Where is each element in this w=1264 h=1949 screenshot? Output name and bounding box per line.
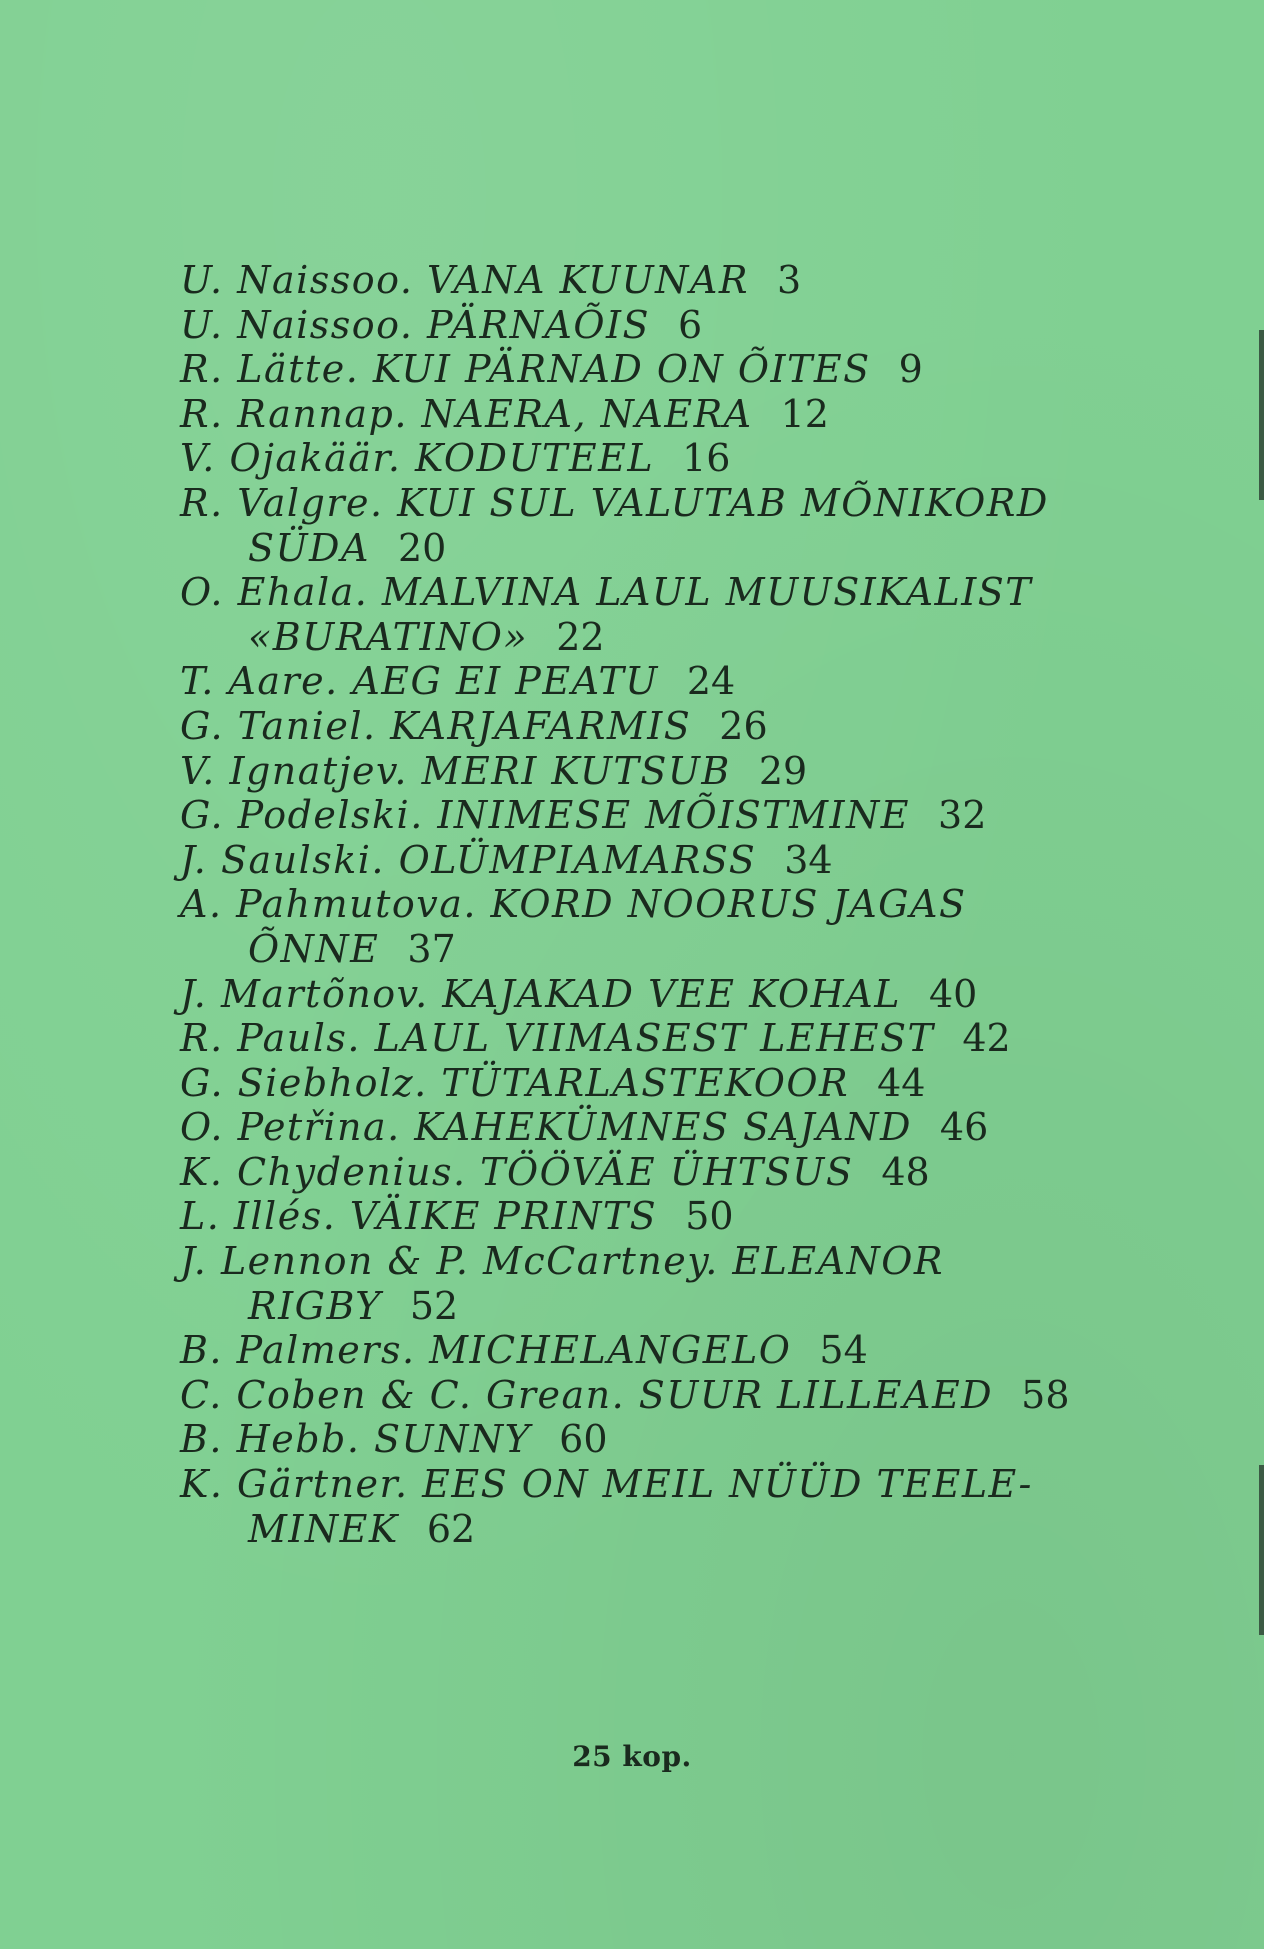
toc-entry-text: MINEK <box>248 1506 399 1551</box>
toc-entry-text: B. Palmers. MICHELANGELO <box>180 1328 792 1373</box>
page-edge-mark <box>1259 1465 1264 1635</box>
toc-entry-text: A. Pahmutova. KORD NOORUS JAGAS <box>180 882 967 927</box>
toc-page-number: 54 <box>819 1328 868 1373</box>
toc-entry <box>180 1061 1180 1106</box>
toc-entry-title <box>180 1061 1180 1106</box>
toc-entry-title <box>180 838 1180 883</box>
toc-entry-title <box>180 1105 1180 1150</box>
toc-entry-text: G. Taniel. KARJAFARMIS <box>180 703 692 748</box>
toc-entry <box>180 303 1180 348</box>
toc-page-number: 48 <box>881 1149 930 1194</box>
toc-entry <box>180 570 1180 659</box>
toc-entry-text: V. Ojakäär. KODUTEEL <box>180 436 655 481</box>
toc-page-number: 58 <box>1021 1372 1070 1417</box>
toc-page-number: 37 <box>407 926 456 971</box>
toc-entry-title <box>180 749 1180 794</box>
toc-entry-title-continued <box>180 1284 1180 1329</box>
toc-entry <box>180 838 1180 883</box>
toc-entry-title-continued <box>180 526 1180 571</box>
toc-entry <box>180 1105 1180 1150</box>
toc-entry <box>180 659 1180 704</box>
toc-page-number: 22 <box>556 614 605 659</box>
toc-page-number: 32 <box>938 793 987 838</box>
toc-entry-text: R. Lätte. KUI PÄRNAD ON ÕITES <box>180 347 871 392</box>
toc-entry <box>180 1417 1180 1462</box>
page-edge-mark <box>1259 330 1264 500</box>
toc-entry-title <box>180 1328 1180 1373</box>
toc-entry <box>180 1239 1180 1328</box>
toc-entry <box>180 749 1180 794</box>
toc-entry-title-continued <box>180 927 1180 972</box>
toc-entry-text: G. Siebholz. TÜTARLASTEKOOR <box>180 1060 850 1105</box>
toc-entry <box>180 1016 1180 1061</box>
toc-entry-title <box>180 347 1180 392</box>
toc-entry-title-continued <box>180 1507 1180 1552</box>
toc-entry <box>180 704 1180 749</box>
toc-entry <box>180 1462 1180 1551</box>
toc-entry-title <box>180 1016 1180 1061</box>
toc-entry-title <box>180 303 1180 348</box>
toc-page-number: 52 <box>409 1283 459 1328</box>
toc-entry-text: J. Martõnov. KAJAKAD VEE KOHAL <box>180 971 901 1016</box>
price-label: 25 kop. <box>572 1740 692 1773</box>
toc-entry-title <box>180 972 1180 1017</box>
toc-page-number: 6 <box>678 302 703 347</box>
table-of-contents <box>180 258 1180 1551</box>
toc-entry-title <box>180 1373 1180 1418</box>
toc-entry-title <box>180 793 1180 838</box>
toc-entry-text: K. Gärtner. EES ON MEIL NÜÜD TEELE- <box>180 1462 1033 1507</box>
toc-entry <box>180 882 1180 971</box>
toc-entry-title <box>180 570 1180 615</box>
toc-page-number: 44 <box>877 1060 926 1105</box>
toc-entry-title <box>180 1239 1180 1284</box>
toc-entry-title <box>180 392 1180 437</box>
toc-entry-title <box>180 659 1180 704</box>
toc-entry-text: V. Ignatjev. MERI KUTSUB <box>180 748 731 793</box>
toc-entry-text: O. Ehala. MALVINA LAUL MUUSIKALIST <box>180 570 1033 615</box>
toc-entry-text: «BURATINO» <box>248 614 529 659</box>
toc-page-number: 34 <box>784 837 833 882</box>
toc-entry <box>180 481 1180 570</box>
toc-entry-text: C. Coben & C. Grean. SUUR LILLEAED <box>180 1372 994 1417</box>
toc-entry-title <box>180 1150 1180 1195</box>
toc-entry-title <box>180 704 1180 749</box>
toc-entry-text: ÕNNE <box>248 926 380 971</box>
toc-entry-text: R. Valgre. KUI SUL VALUTAB MÕNIKORD <box>180 480 1049 525</box>
toc-entry-text: J. Lennon & P. McCartney. ELEANOR <box>180 1239 945 1284</box>
toc-entry <box>180 347 1180 392</box>
toc-page-number: 3 <box>776 258 802 302</box>
toc-entry-text: B. Hebb. SUNNY <box>180 1417 532 1462</box>
toc-entry <box>180 436 1180 481</box>
toc-entry-text: SÜDA <box>248 525 370 570</box>
toc-page-number: 12 <box>780 391 829 436</box>
toc-entry-title <box>180 481 1180 526</box>
toc-entry-text: R. Pauls. LAUL VIIMASEST LEHEST <box>180 1016 935 1061</box>
toc-entry-text: K. Chydenius. TÖÖVÄE ÜHTSUS <box>180 1149 854 1194</box>
toc-entry-title <box>180 1417 1180 1462</box>
toc-entry-title <box>180 882 1180 927</box>
toc-entry-title <box>180 1194 1180 1239</box>
toc-page-number: 16 <box>682 436 731 481</box>
toc-page-number: 46 <box>939 1105 989 1150</box>
toc-page-number: 20 <box>397 525 447 570</box>
toc-page-number: 50 <box>685 1194 734 1239</box>
toc-entry-text: J. Saulski. OLÜMPIAMARSS <box>180 837 757 882</box>
toc-entry <box>180 793 1180 838</box>
toc-entry <box>180 972 1180 1017</box>
toc-page-number: 9 <box>898 347 923 392</box>
toc-entry-text: RIGBY <box>248 1283 382 1328</box>
toc-entry-text: L. Illés. VÄIKE PRINTS <box>180 1194 658 1239</box>
toc-page-number: 62 <box>426 1506 476 1551</box>
toc-entry <box>180 392 1180 437</box>
toc-page-number: 26 <box>719 703 768 748</box>
toc-entry-title <box>180 1462 1180 1507</box>
toc-entry-title-continued <box>180 615 1180 660</box>
toc-entry <box>180 1373 1180 1418</box>
toc-entry-text: U. Naissoo. VANA KUUNAR <box>180 258 749 302</box>
toc-entry-text: R. Rannap. NAERA, NAERA <box>180 391 753 436</box>
toc-entry-text: G. Podelski. INIMESE MÕISTMINE <box>180 793 911 838</box>
toc-page-number: 42 <box>962 1016 1011 1061</box>
toc-entry <box>180 258 1180 303</box>
toc-entry-title <box>180 258 1180 303</box>
toc-entry <box>180 1150 1180 1195</box>
toc-entry-text: U. Naissoo. PÄRNAÕIS <box>180 302 651 347</box>
toc-entry-title <box>180 436 1180 481</box>
toc-page-number: 60 <box>559 1417 608 1462</box>
toc-entry <box>180 1328 1180 1373</box>
toc-entry-text: T. Aare. AEG EI PEATU <box>180 659 659 704</box>
toc-page-number: 24 <box>686 659 736 704</box>
toc-entry-text: O. Petřina. KAHEKÜMNES SAJAND <box>180 1105 912 1150</box>
toc-entry <box>180 1194 1180 1239</box>
toc-page-number: 29 <box>758 748 808 793</box>
toc-page-number: 40 <box>928 971 978 1016</box>
